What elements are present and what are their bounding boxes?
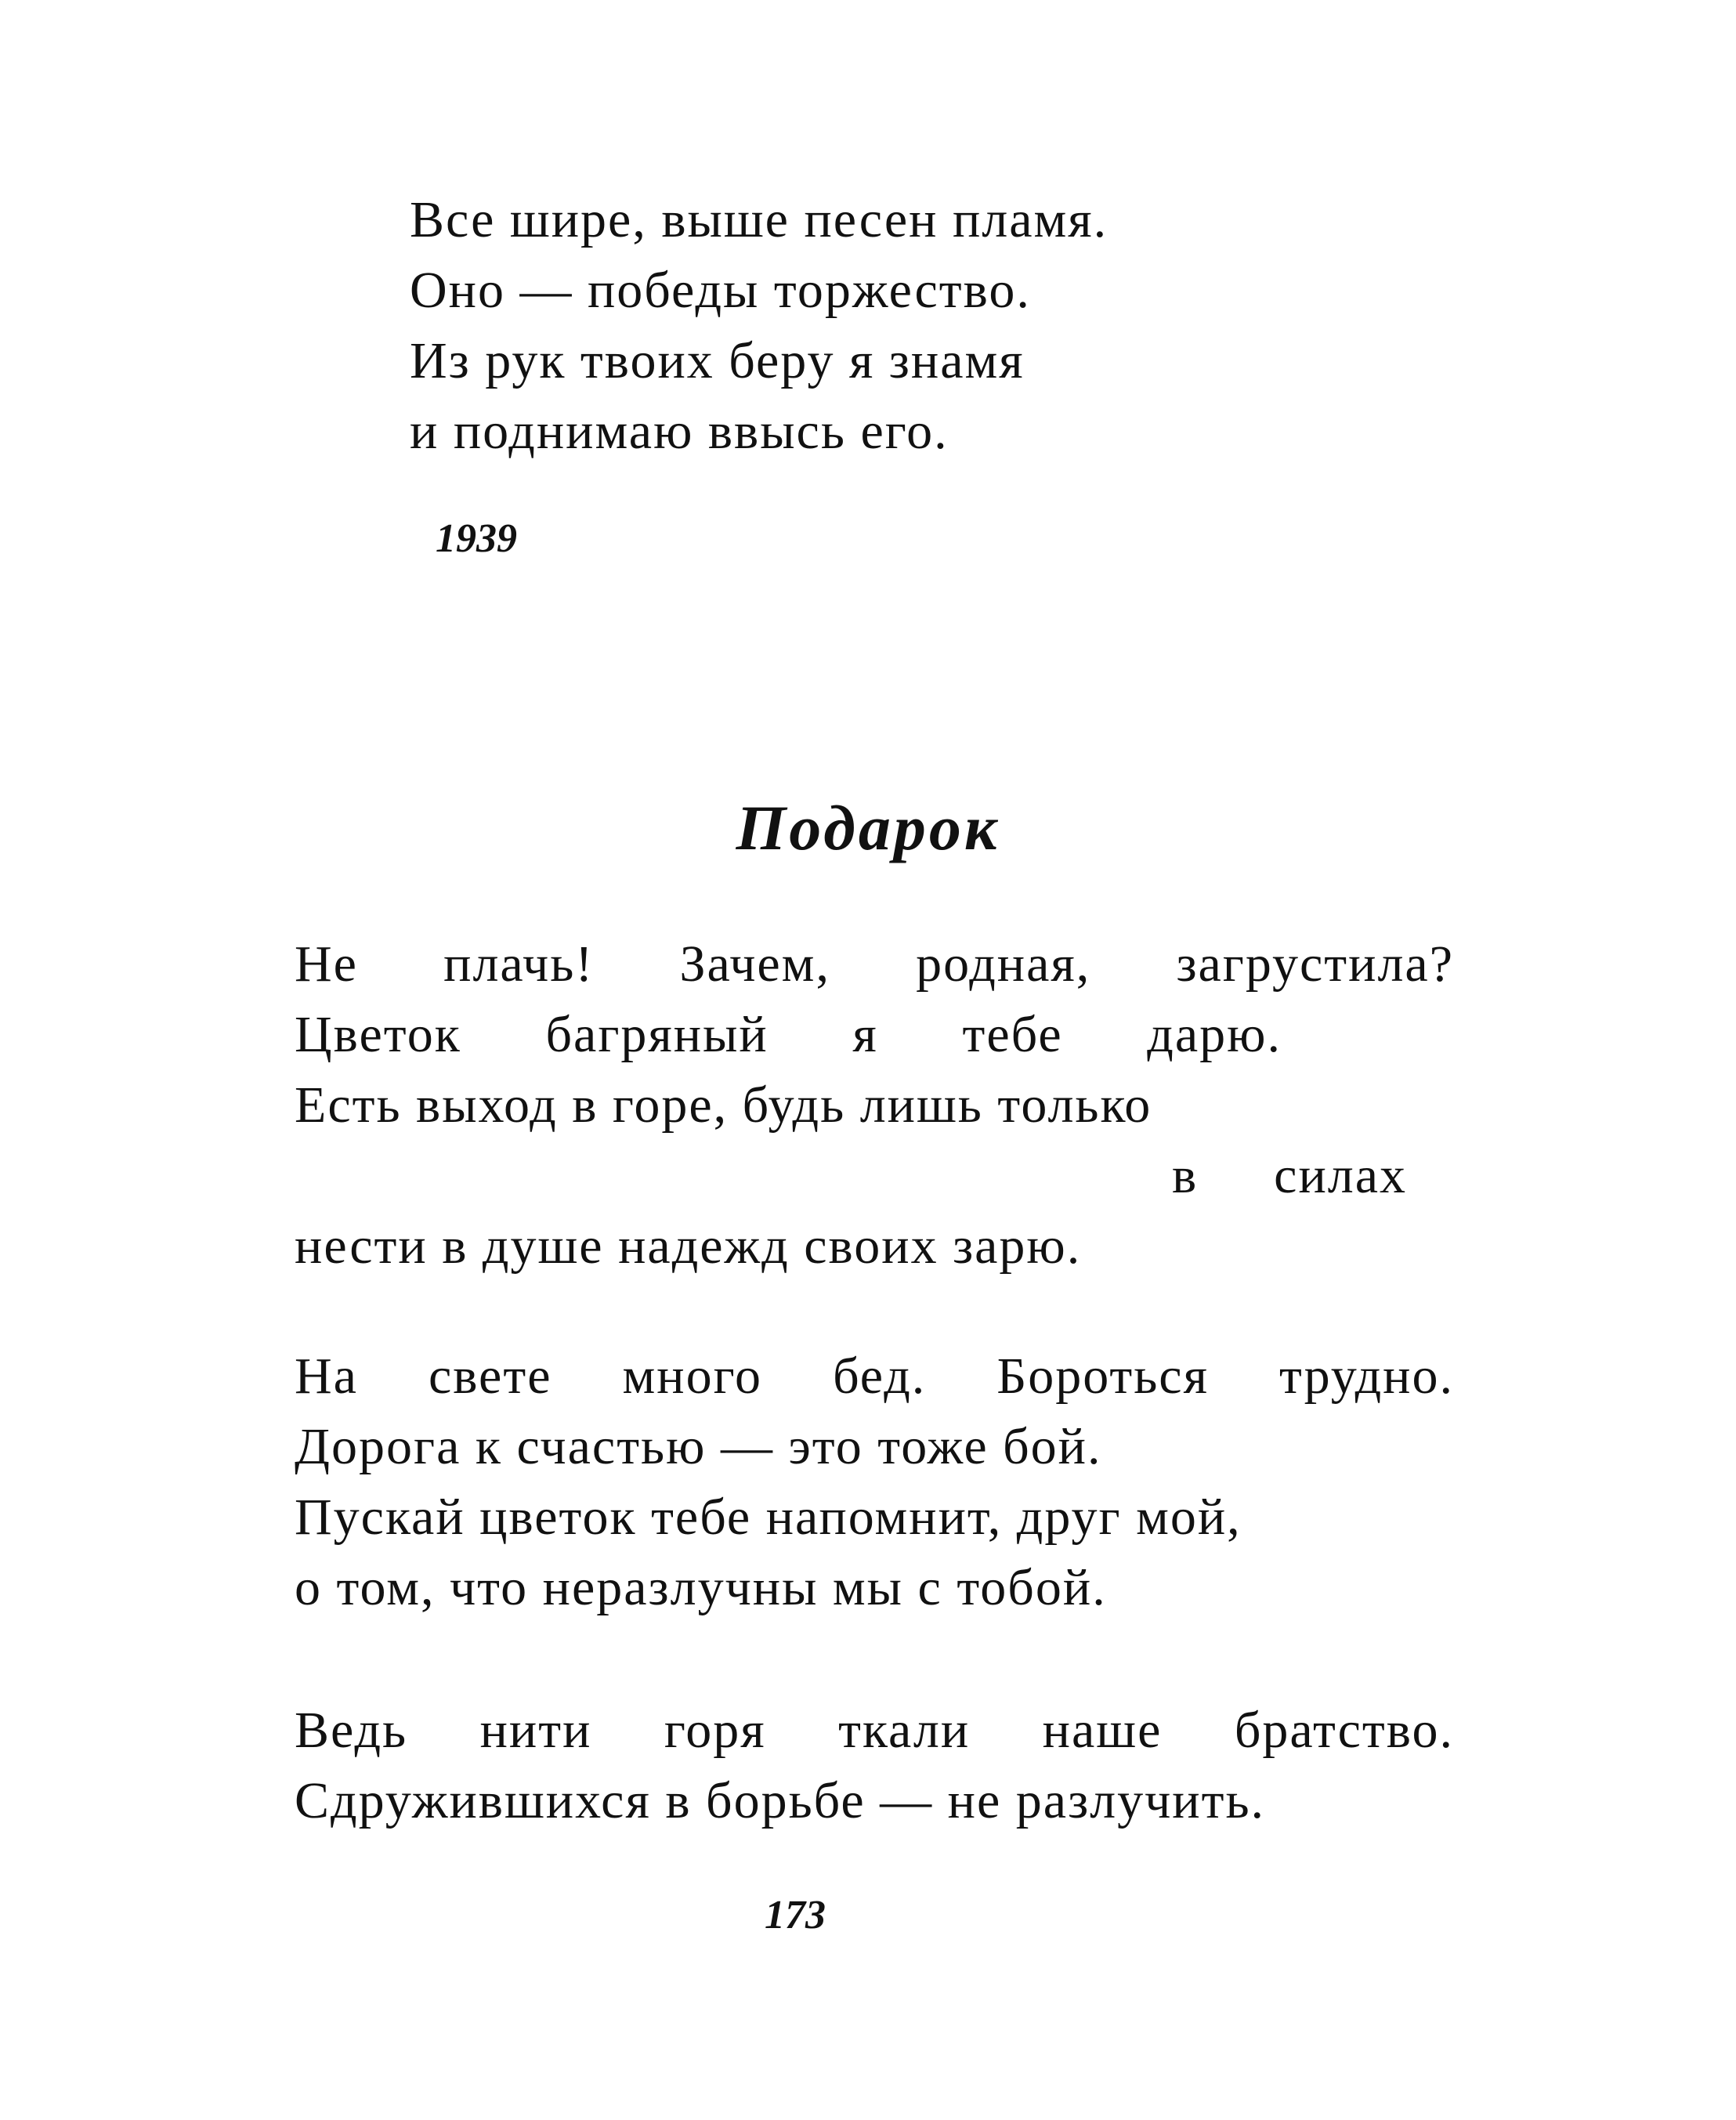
poem-line: нести в душе надежд своих зарю. (295, 1217, 1082, 1275)
poem-line: Есть выход в горе, будь лишь только (295, 1076, 1152, 1134)
poem-line: о том, что неразлучны мы с тобой. (295, 1559, 1107, 1616)
poem-line: Пускай цветок тебе напомнит, друг мой, (295, 1489, 1242, 1546)
poem-line: Не плачь! Зачем, родная, загрустила? (295, 935, 1454, 993)
previous-poem-year: 1939 (436, 516, 517, 561)
poem-line: Цветок багряный я тебе дарю. (295, 1006, 1282, 1063)
poem-line: Сдружившихся в борьбе — не разлучить. (295, 1772, 1266, 1829)
poem-title: Подарок (736, 792, 1000, 863)
poem-stanza-1 (295, 929, 1454, 1282)
poem-line: Дорога к счастью — это тоже бой. (295, 1418, 1102, 1475)
poem-line: Из рук твоих беру я знамя (410, 332, 1025, 389)
previous-poem-stanza (410, 185, 1224, 467)
poem-stanza-3 (295, 1695, 1454, 1836)
poem-line: Оно — победы торжество. (410, 262, 1031, 319)
poem-line: и поднимаю ввысь его. (410, 403, 949, 460)
page-number: 173 (765, 1893, 826, 1937)
poem-line: На свете много бед. Бороться трудно. (295, 1348, 1454, 1405)
poem-line: Все шире, выше песен пламя. (410, 191, 1109, 248)
poem-line-continuation: в силах (1172, 1147, 1407, 1204)
poem-line: Ведь нити горя ткали наше братство. (295, 1702, 1454, 1759)
poem-stanza-2 (295, 1341, 1454, 1623)
